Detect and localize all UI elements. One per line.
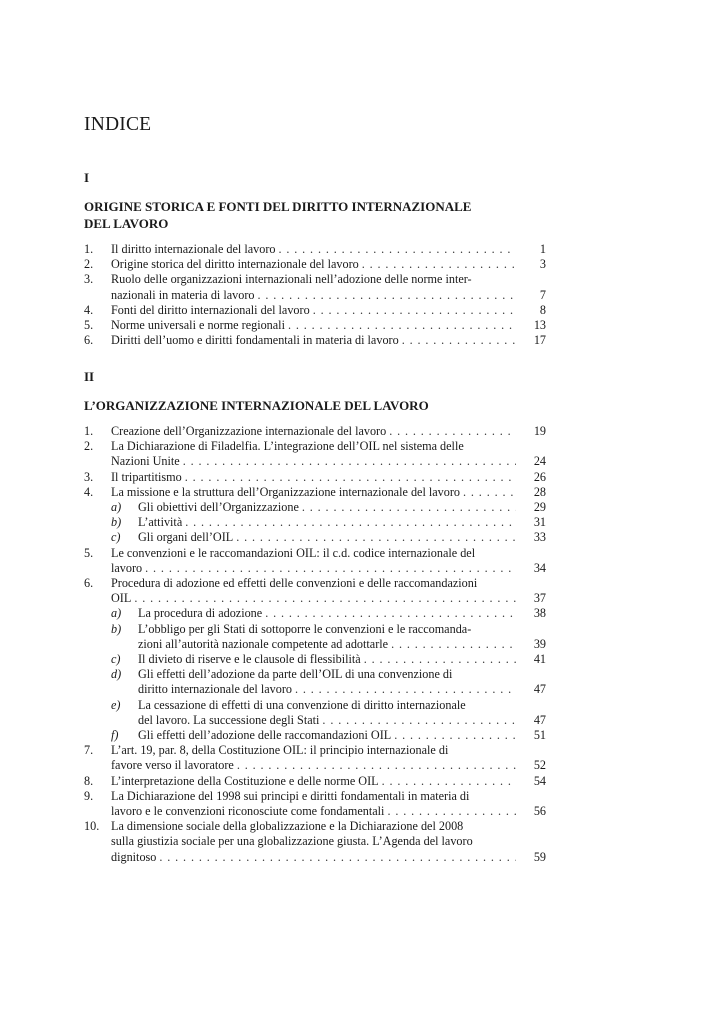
entry-letter: a) bbox=[111, 606, 122, 621]
entry-number: 1. bbox=[84, 242, 94, 256]
entry-number: 2. bbox=[84, 439, 94, 454]
toc-entry[interactable] bbox=[84, 728, 546, 743]
dot-leader bbox=[288, 318, 516, 333]
entry-number: 3. bbox=[84, 272, 94, 287]
entry-text: L’attività bbox=[138, 515, 183, 530]
entry-text: Ruolo delle organizzazioni internazionali nell’adozione delle norme inter- bbox=[111, 272, 472, 287]
page-number: 33 bbox=[533, 530, 546, 545]
entry-text: lavoro e le convenzioni riconosciute come fondamentali bbox=[111, 804, 385, 819]
page-number: 31 bbox=[533, 515, 546, 530]
entry-letter: e) bbox=[111, 697, 121, 712]
page-number: 38 bbox=[533, 606, 546, 621]
chapter-number: I bbox=[84, 170, 90, 185]
page-number: 28 bbox=[533, 484, 546, 499]
dot-leader bbox=[364, 652, 516, 667]
entry-last-line bbox=[111, 303, 516, 318]
entry-letter: a) bbox=[111, 500, 122, 515]
toc-entry[interactable] bbox=[84, 698, 546, 728]
entry-last-line bbox=[111, 242, 516, 257]
dot-leader bbox=[278, 242, 516, 257]
entry-last-line bbox=[111, 485, 516, 500]
entry-text: Gli effetti dell’adozione delle raccomandazioni OIL bbox=[138, 728, 392, 743]
entry-text: favore verso il lavoratore bbox=[111, 758, 234, 773]
entry-number: 10. bbox=[84, 819, 100, 834]
dot-leader bbox=[237, 758, 516, 773]
entry-text: Creazione dell’Organizzazione internazionale del lavoro bbox=[111, 424, 387, 438]
entry-last-line bbox=[111, 850, 516, 865]
page-number: 19 bbox=[533, 424, 546, 438]
entry-number: 4. bbox=[84, 302, 94, 317]
entry-text: Diritti dell’uomo e diritti fondamentali in materia di lavoro bbox=[111, 333, 399, 348]
toc-entries bbox=[84, 424, 546, 865]
toc-entry[interactable] bbox=[84, 743, 546, 773]
entry-text: L’obbligo per gli Stati di sottoporre le convenzioni e le raccomanda- bbox=[138, 621, 472, 636]
chapter-section bbox=[84, 170, 546, 348]
entry-number: 4. bbox=[84, 484, 94, 499]
toc-entries bbox=[84, 242, 546, 348]
entry-last-line bbox=[138, 728, 516, 743]
toc-entry[interactable] bbox=[84, 622, 546, 652]
entry-text: Fonti del diritto internazionali del lavoro bbox=[111, 302, 310, 317]
dot-leader bbox=[463, 485, 516, 500]
entry-letter: b) bbox=[111, 515, 122, 530]
entry-text: del lavoro. La successione degli Stati bbox=[138, 712, 320, 727]
entry-text: La missione e la struttura dell’Organizzazione internazionale del lavoro bbox=[111, 484, 461, 499]
dot-leader bbox=[391, 637, 516, 652]
entry-letter: b) bbox=[111, 621, 122, 636]
entry-last-line bbox=[138, 652, 516, 667]
entry-text: Le convenzioni e le raccomandazioni OIL: il c.d. codice internazionale del bbox=[111, 545, 476, 560]
entry-text: Origine storica del diritto internazionale del lavoro bbox=[111, 257, 359, 272]
page-number: 7 bbox=[539, 287, 546, 302]
toc-entry[interactable] bbox=[84, 318, 546, 333]
entry-last-line bbox=[111, 288, 516, 303]
page-number: 34 bbox=[533, 560, 546, 575]
toc-entry[interactable] bbox=[84, 667, 546, 697]
entry-number: 5. bbox=[84, 318, 94, 333]
dot-leader bbox=[236, 530, 516, 545]
dot-leader bbox=[185, 470, 516, 485]
entry-text: L’interpretazione della Costituzione e delle norme OIL bbox=[111, 773, 379, 788]
toc-entry[interactable] bbox=[84, 774, 546, 789]
dot-leader bbox=[145, 561, 516, 576]
entry-text: lavoro bbox=[111, 560, 143, 575]
entry-number: 7. bbox=[84, 743, 94, 758]
page-number: 13 bbox=[533, 318, 546, 333]
dot-leader bbox=[159, 850, 516, 865]
entry-number: 2. bbox=[84, 257, 94, 272]
toc-entry[interactable] bbox=[84, 333, 546, 348]
chapter-number: II bbox=[84, 369, 95, 384]
toc-entry[interactable] bbox=[84, 242, 546, 257]
page-number: 59 bbox=[533, 849, 546, 864]
dot-leader bbox=[389, 424, 516, 439]
toc-entry[interactable] bbox=[84, 576, 546, 606]
page-number: 37 bbox=[533, 591, 546, 606]
chapter-title-line: ORIGINE STORICA E FONTI DEL DIRITTO INTERNAZIONALE bbox=[84, 199, 472, 214]
dot-leader bbox=[362, 257, 516, 272]
page-number: 26 bbox=[533, 469, 546, 484]
entry-last-line bbox=[111, 758, 516, 773]
dot-leader bbox=[134, 591, 516, 606]
entry-number: 9. bbox=[84, 788, 94, 803]
toc-entry[interactable] bbox=[84, 606, 546, 621]
entry-text: zioni all’autorità nazionale competente ad adottarle bbox=[138, 636, 389, 651]
entry-last-line bbox=[111, 470, 516, 485]
entry-number: 3. bbox=[84, 469, 94, 484]
dot-leader bbox=[387, 804, 516, 819]
entry-last-line bbox=[111, 804, 516, 819]
toc-entry[interactable] bbox=[84, 272, 546, 302]
entry-last-line bbox=[111, 561, 516, 576]
entry-last-line bbox=[111, 454, 516, 469]
entry-number: 6. bbox=[84, 576, 94, 591]
entry-number: 5. bbox=[84, 545, 94, 560]
dot-leader bbox=[185, 515, 516, 530]
chapter-title-line: DEL LAVORO bbox=[84, 216, 169, 231]
page-number: 52 bbox=[533, 758, 546, 773]
chapter-section bbox=[84, 369, 546, 865]
toc-entry[interactable] bbox=[84, 485, 546, 500]
entry-text: La cessazione di effetti di una convenzione di diritto internazionale bbox=[138, 697, 466, 712]
dot-leader bbox=[295, 682, 516, 697]
dot-leader bbox=[302, 500, 516, 515]
entry-number: 6. bbox=[84, 333, 94, 348]
entry-text: sulla giustizia sociale per una globalizzazione giusta. L’Agenda del lavoro bbox=[111, 834, 473, 849]
page-number: 56 bbox=[533, 804, 546, 819]
entry-last-line bbox=[138, 637, 516, 652]
entry-letter: f) bbox=[111, 728, 119, 743]
dot-leader bbox=[402, 333, 516, 348]
entry-text: Procedura di adozione ed effetti delle convenzioni e delle raccomandazioni bbox=[111, 576, 478, 591]
entry-last-line bbox=[111, 591, 516, 606]
page-number: 47 bbox=[533, 682, 546, 697]
toc-entry[interactable] bbox=[84, 515, 546, 530]
entry-text: Norme universali e norme regionali bbox=[111, 318, 285, 333]
entry-last-line bbox=[138, 682, 516, 697]
entry-text: Nazioni Unite bbox=[111, 454, 180, 469]
entry-letter: c) bbox=[111, 530, 121, 545]
page-number: 24 bbox=[533, 454, 546, 469]
entry-text: La procedura di adozione bbox=[138, 606, 263, 621]
dot-leader bbox=[322, 713, 516, 728]
entry-letter: d) bbox=[111, 667, 122, 682]
page-title: INDICE bbox=[84, 114, 152, 135]
entry-last-line bbox=[111, 424, 516, 439]
entry-text: Gli obiettivi dell’Organizzazione bbox=[138, 500, 299, 515]
chapter-title bbox=[84, 198, 546, 232]
toc-entry[interactable] bbox=[84, 500, 546, 515]
toc-entry[interactable] bbox=[84, 819, 546, 865]
dot-leader bbox=[313, 303, 516, 318]
entry-text: La Dichiarazione di Filadelfia. L’integrazione dell’OIL nel sistema delle bbox=[111, 439, 464, 454]
entry-last-line bbox=[138, 530, 516, 545]
entry-text: La dimensione sociale della globalizzazione e la Dichiarazione del 2008 bbox=[111, 819, 464, 834]
entry-text: Il tripartitismo bbox=[111, 469, 182, 484]
entry-last-line bbox=[138, 515, 516, 530]
page-number: 54 bbox=[533, 773, 546, 788]
toc-entry[interactable] bbox=[84, 652, 546, 667]
entry-text: L’art. 19, par. 8, della Costituzione OIL: il principio internazionale di bbox=[111, 743, 449, 758]
page-number: 47 bbox=[533, 712, 546, 727]
entry-last-line bbox=[138, 606, 516, 621]
dot-leader bbox=[183, 454, 516, 469]
page-number: 3 bbox=[539, 257, 546, 272]
page-number: 39 bbox=[533, 636, 546, 651]
chapter-title-line: L’ORGANIZZAZIONE INTERNAZIONALE DEL LAVORO bbox=[84, 398, 429, 413]
entry-text: dignitoso bbox=[111, 849, 157, 864]
entry-text: Gli organi dell’OIL bbox=[138, 530, 234, 545]
page-number: 29 bbox=[533, 500, 546, 515]
dot-leader bbox=[394, 728, 516, 743]
page-number: 17 bbox=[533, 333, 546, 348]
toc-entry[interactable] bbox=[84, 424, 546, 439]
entry-text: diritto internazionale del lavoro bbox=[138, 682, 292, 697]
entry-number: 1. bbox=[84, 424, 94, 438]
entry-text: Il divieto di riserve e le clausole di flessibilità bbox=[138, 652, 361, 667]
toc-entry[interactable] bbox=[84, 439, 546, 469]
entry-text: nazionali in materia di lavoro bbox=[111, 287, 255, 302]
entry-last-line bbox=[111, 257, 516, 272]
entry-last-line bbox=[111, 318, 516, 333]
dot-leader bbox=[382, 774, 516, 789]
dot-leader bbox=[265, 606, 516, 621]
entry-number: 8. bbox=[84, 773, 94, 788]
page-number: 1 bbox=[539, 242, 546, 256]
entry-text: Gli effetti dell’adozione da parte dell’OIL di una convenzione di bbox=[138, 667, 453, 682]
entry-last-line bbox=[111, 333, 516, 348]
toc-entry[interactable] bbox=[84, 789, 546, 819]
entry-last-line bbox=[138, 713, 516, 728]
toc-entry[interactable] bbox=[84, 303, 546, 318]
entry-letter: c) bbox=[111, 652, 121, 667]
page-number: 8 bbox=[539, 302, 546, 317]
entry-text: Il diritto internazionale del lavoro bbox=[111, 242, 276, 256]
entry-text: OIL bbox=[111, 591, 132, 606]
chapter-title bbox=[84, 397, 546, 414]
entry-last-line bbox=[111, 774, 516, 789]
toc-entry[interactable] bbox=[84, 546, 546, 576]
toc-entry[interactable] bbox=[84, 530, 546, 545]
dot-leader bbox=[258, 288, 517, 303]
toc-entry[interactable] bbox=[84, 470, 546, 485]
page-number: 51 bbox=[533, 728, 546, 743]
entry-text: La Dichiarazione del 1998 sui principi e diritti fondamentali in materia di bbox=[111, 788, 470, 803]
entry-last-line bbox=[138, 500, 516, 515]
toc-entry[interactable] bbox=[84, 257, 546, 272]
page-number: 41 bbox=[533, 652, 546, 667]
